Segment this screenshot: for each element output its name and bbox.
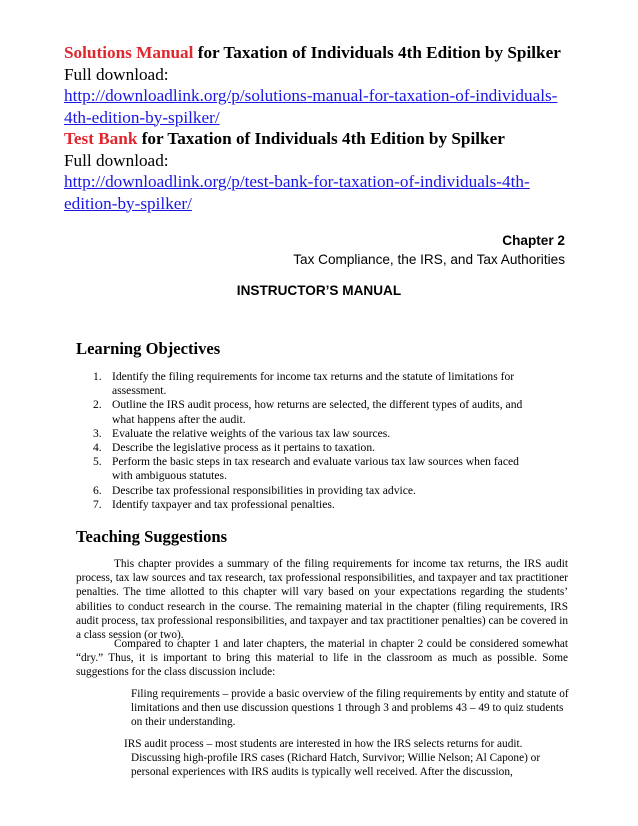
suggestion-irs-audit-lead: IRS audit process – most students are interested in how the IRS selects returns for audit. xyxy=(124,738,523,750)
objective-item xyxy=(93,498,571,512)
objective-number: 5. xyxy=(93,455,102,469)
objective-text: Perform the basic steps in tax research and evaluate various tax law sources when faced xyxy=(112,455,519,469)
solutions-manual-link[interactable]: http://downloadlink.org/p/solutions-manual-for-taxation-of-individuals- 4th-edition-by-spilker/ xyxy=(64,86,558,127)
test-bank-download-label: Full download: xyxy=(64,150,169,170)
objective-text: Evaluate the relative weights of the various tax law sources. xyxy=(112,426,391,440)
objective-item xyxy=(93,484,571,498)
objective-item xyxy=(93,398,571,426)
objective-number: 4. xyxy=(93,441,102,455)
suggestion-irs-audit-process xyxy=(124,737,564,780)
objective-number: 1. xyxy=(93,370,102,383)
objective-text: Identify the filing requirements for income tax returns and the statute of limitations for xyxy=(112,370,515,383)
chapter-title: Tax Compliance, the IRS, and Tax Authorities xyxy=(293,252,565,267)
objective-number: 6. xyxy=(93,483,102,497)
suggestion-filing-requirements: Filing requirements – provide a basic overview of the filing requirements by entity and statute of limitations and then use discussion questions 1 through 3 and problems 43 – 49 to quiz students on their understanding. xyxy=(131,688,569,729)
objective-text: Identify taxpayer and tax professional penalties. xyxy=(112,497,335,511)
objective-text-continued: what happens after the audit. xyxy=(112,412,246,426)
objective-text: Describe tax professional responsibilities in providing tax advice. xyxy=(112,483,416,497)
objective-item xyxy=(93,370,571,398)
test-bank-title xyxy=(64,128,584,150)
solutions-manual-title xyxy=(64,42,584,64)
chapter-number: Chapter 2 xyxy=(502,233,565,248)
suggestion-irs-audit-body: Discussing high-profile IRS cases (Richard Hatch, Survivor; Willie Nelson; Al Capone) or personal experiences with IRS audits is typically well received. After the discussion, xyxy=(131,752,541,779)
objective-item xyxy=(93,427,571,441)
test-bank-label: Test Bank xyxy=(64,129,138,148)
teaching-paragraph-2: Compared to chapter 1 and later chapters, the material in chapter 2 could be considered somewhat “dry.” Thus, it is important to bring this material to life in the classroom as much as possible. Some suggestions for the class discussion include: xyxy=(76,638,568,679)
solutions-manual-label: Solutions Manual xyxy=(64,43,194,62)
instructors-manual-label: INSTRUCTOR’S MANUAL xyxy=(236,283,402,298)
learning-objectives-list xyxy=(93,370,571,512)
learning-objectives-heading: Learning Objectives xyxy=(76,339,221,358)
objective-number: 2. xyxy=(93,398,102,412)
objective-text-continued: with ambiguous statutes. xyxy=(112,469,227,483)
chapter-heading xyxy=(293,231,565,269)
test-bank-book-title: for Taxation of Individuals 4th Edition by Spilker xyxy=(137,129,505,148)
solutions-manual-book-title: for Taxation of Individuals 4th Edition by Spilker xyxy=(193,43,561,62)
solutions-manual-download-label: Full download: xyxy=(64,64,169,84)
objective-text: Describe the legislative process as it pertains to taxation. xyxy=(112,441,376,455)
teaching-suggestions-heading: Teaching Suggestions xyxy=(76,527,228,546)
objective-item xyxy=(93,441,571,455)
test-bank-link[interactable]: http://downloadlink.org/p/test-bank-for-taxation-of-individuals-4th- edition-by-spilker/ xyxy=(64,172,530,213)
teaching-paragraph-1: This chapter provides a summary of the filing requirements for income tax returns, the IRS audit process, tax law sources and tax research, tax professional responsibilities, and taxpayer and tax practitioner penalties. The time allotted to this chapter will vary based on your expectations regarding the students’ abilities to conduct research in the course. The remaining material in the chapter (filing requirements, IRS audit process, tax professional responsibilities, and taxpayer and tax practitioner penalties) can be covered in a class session (or two). xyxy=(76,558,568,642)
objective-item xyxy=(93,455,571,483)
objective-number: 7. xyxy=(93,497,102,511)
objective-text: Outline the IRS audit process, how returns are selected, the different types of audits, and xyxy=(112,398,523,412)
objective-text-continued: assessment. xyxy=(112,384,167,398)
download-header xyxy=(64,42,584,214)
objective-number: 3. xyxy=(93,426,102,440)
